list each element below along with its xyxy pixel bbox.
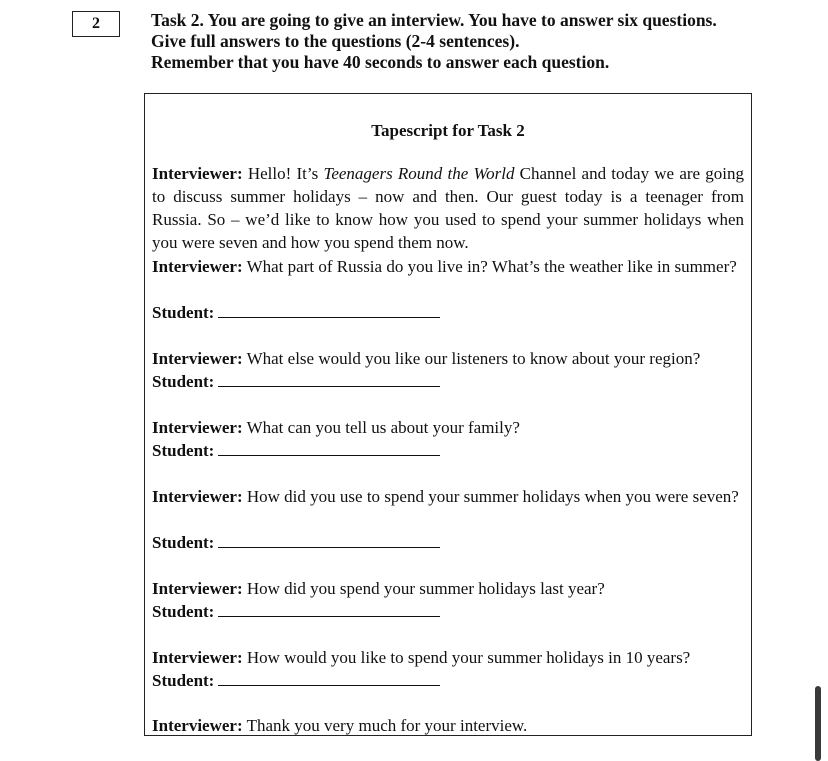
task-number: 2 xyxy=(92,15,100,32)
question-text: How did you use to spend your summer holidays when you were seven? xyxy=(246,487,739,506)
answer-blank[interactable] xyxy=(218,615,440,617)
interviewer-question-6 xyxy=(152,646,744,669)
student-label: Student: xyxy=(152,533,215,552)
question-text: What part of Russia do you live in? What’s the weather like in summer? xyxy=(246,257,737,276)
interviewer-label: Interviewer: xyxy=(152,716,243,735)
student-answer-2 xyxy=(152,370,440,393)
answer-blank[interactable] xyxy=(218,546,440,548)
student-label: Student: xyxy=(152,671,215,690)
interviewer-question-3 xyxy=(152,416,744,439)
question-text: What else would you like our listeners to know about your region? xyxy=(246,349,701,368)
student-label: Student: xyxy=(152,441,215,460)
interviewer-intro xyxy=(152,162,744,254)
tapescript-box xyxy=(144,93,752,736)
task-instructions xyxy=(151,10,791,73)
student-answer-4 xyxy=(152,531,440,554)
question-text: How would you like to spend your summer holidays in 10 years? xyxy=(246,648,691,667)
instruction-line-2: Give full answers to the questions (2-4 sentences). xyxy=(151,31,520,51)
tapescript-title: Tapescript for Task 2 xyxy=(371,121,525,140)
interviewer-label: Interviewer: xyxy=(152,164,243,183)
instruction-line-1: Task 2. You are going to give an interview. You have to answer six questions. xyxy=(151,10,717,30)
answer-blank[interactable] xyxy=(218,316,440,318)
interviewer-question-4 xyxy=(152,485,744,508)
interviewer-label: Interviewer: xyxy=(152,349,243,368)
student-label: Student: xyxy=(152,303,215,322)
interviewer-label: Interviewer: xyxy=(152,648,243,667)
student-answer-6 xyxy=(152,669,440,692)
question-text: What can you tell us about your family? xyxy=(246,418,520,437)
answer-blank[interactable] xyxy=(218,454,440,456)
interviewer-label: Interviewer: xyxy=(152,418,243,437)
student-label: Student: xyxy=(152,372,215,391)
channel-name: Teenagers Round the World xyxy=(323,164,515,183)
intro-text-end: Channel and today we are going to discuss summer holidays – now and then. Our guest today is a teenager from Russia. So – we’d like to know how you used to spend your summer holidays when you were seven and how you spend them now. xyxy=(152,164,745,252)
task-number-box xyxy=(72,11,120,37)
intro-text-start: Hello! It’s xyxy=(247,164,324,183)
interviewer-question-5 xyxy=(152,577,744,600)
answer-blank[interactable] xyxy=(218,385,440,387)
interviewer-label: Interviewer: xyxy=(152,487,243,506)
student-answer-3 xyxy=(152,439,440,462)
interviewer-closing xyxy=(152,714,744,737)
interviewer-question-1 xyxy=(152,255,744,278)
student-label: Student: xyxy=(152,602,215,621)
interviewer-question-2 xyxy=(152,347,744,370)
scrollbar-thumb[interactable] xyxy=(815,686,821,761)
student-answer-5 xyxy=(152,600,440,623)
student-answer-1 xyxy=(152,301,440,324)
answer-blank[interactable] xyxy=(218,684,440,686)
closing-text: Thank you very much for your interview. xyxy=(246,716,528,735)
interviewer-label: Interviewer: xyxy=(152,579,243,598)
instruction-line-3: Remember that you have 40 seconds to answer each question. xyxy=(151,52,610,72)
interviewer-label: Interviewer: xyxy=(152,257,243,276)
question-text: How did you spend your summer holidays last year? xyxy=(246,579,605,598)
